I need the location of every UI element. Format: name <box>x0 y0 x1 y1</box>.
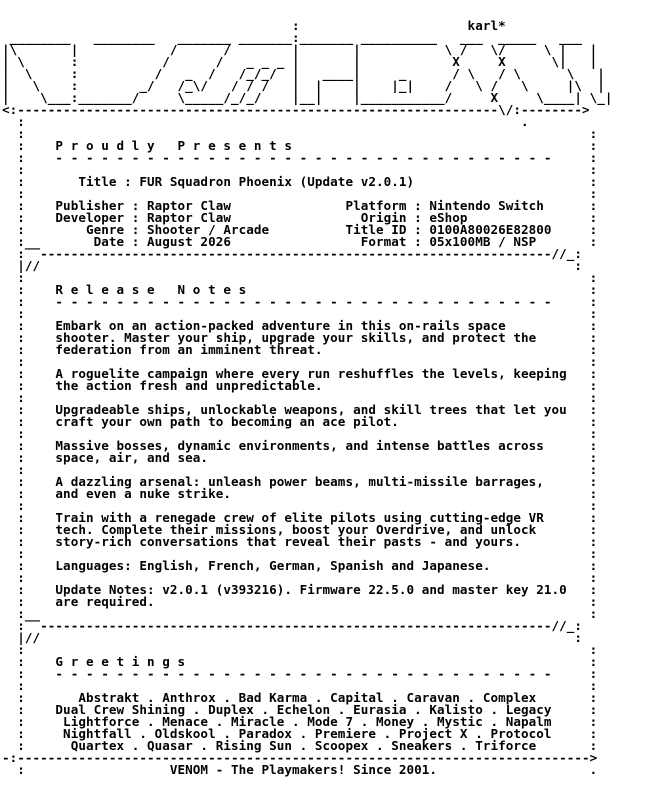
logo-art-row: | \ : _/ /_\/ / / / | | | |_| / \ / \ |\ | <box>2 78 605 93</box>
note-line: : Train with a renegade crew of elite pilots using cutting-edge VR : <box>2 510 598 525</box>
logo-art-row: | \ : / _ / /_/_/ | ____| _ / \ / \ \ | <box>2 66 605 81</box>
note-line: : are required. : <box>2 594 598 609</box>
logo-signature-row: : karl* <box>2 18 506 33</box>
info-row: : Date : August 2026 Format : 05x100MB / NSP : <box>2 234 598 249</box>
note-line: : Update Notes: v2.0.1 (v393216). Firmware 22.5.0 and master key 21.0 : <box>2 582 598 597</box>
frame-blank: : : <box>2 186 598 201</box>
note-line: : space, air, and sea. : <box>2 450 598 465</box>
logo-art-row: ________ ________ _______ _______:_______ __________ ___ _____ ___ <box>2 30 590 45</box>
frame-blank: : : <box>2 498 598 513</box>
section-divider: :‾‾-------------------------------------------------------------------//_: <box>2 246 583 261</box>
note-line: : and even a nuke strike. : <box>2 486 598 501</box>
note-line: : story-rich conversations that reveal their pasts - and yours. : <box>2 534 598 549</box>
note-line: : Upgradeable ships, unlockable weapons, and skill trees that let you : <box>2 402 598 417</box>
note-line: : tech. Complete their missions, boost your Overdrive, and unlock : <box>2 522 598 537</box>
greetings-line: : Lightforce . Menace . Miracle . Mode 7 . Money . Mystic . Napalm : <box>2 714 598 729</box>
note-line: : federation from an imminent threat. : <box>2 342 598 357</box>
title-row: : Title : FUR Squadron Phoenix (Update v2.0.1) : <box>2 174 598 189</box>
frame-blank: : : <box>2 390 598 405</box>
heading-rule: : - - - - - - - - - - - - - - - - - - - - - - - - - - - - - - - - - : <box>2 150 598 165</box>
heading-rule: : - - - - - - - - - - - - - - - - - - - - - - - - - - - - - - - - - : <box>2 294 598 309</box>
note-line: : Massive bosses, dynamic environments, and intense battles across : <box>2 438 598 453</box>
frame-blank: : : <box>2 426 598 441</box>
section-divider: |// : <box>2 630 583 645</box>
frame-blank: : : <box>2 162 598 177</box>
frame-blank: : : <box>2 126 598 141</box>
greetings-line: : Quartex . Quasar . Rising Sun . Scoopex . Sneakers . Triforce : <box>2 738 598 753</box>
greetings-heading: : G r e e t i n g s : <box>2 654 598 669</box>
note-line: : Languages: English, French, German, Spanish and Japanese. : <box>2 558 598 573</box>
section-divider: :‾‾-------------------------------------------------------------------//_: <box>2 618 583 633</box>
logo-art-row: <:---------------------------------------------------------------\/:--------> <box>2 102 590 117</box>
heading-rule: : - - - - - - - - - - - - - - - - - - - - - - - - - - - - - - - - - : <box>2 666 598 681</box>
greetings-line: : Dual Crew Shining . Duplex . Echelon . Eurasia . Kalisto . Legacy : <box>2 702 598 717</box>
frame-blank: : : <box>2 306 598 321</box>
nfo-document <box>2 20 613 776</box>
logo-art-row: |\ | / / | | \ / \/ \ | | <box>2 42 598 57</box>
note-line: : Embark on an action-packed adventure in this on-rails space : <box>2 318 598 333</box>
frame-blank: : : <box>2 570 598 585</box>
frame-blank: : : <box>2 546 598 561</box>
greetings-line: : Abstrakt . Anthrox . Bad Karma . Capital . Caravan . Complex : <box>2 690 598 705</box>
note-line: : A dazzling arsenal: unleash power beams, multi-missile barrages, : <box>2 474 598 489</box>
note-line: : A roguelite campaign where every run reshuffles the levels, keeping : <box>2 366 598 381</box>
frame-blank: : : <box>2 354 598 369</box>
info-row: : Genre : Shooter / Arcade Title ID : 0100A80026E82800 : <box>2 222 598 237</box>
info-row: : Publisher : Raptor Claw Platform : Nintendo Switch : <box>2 198 598 213</box>
logo-art-row: | \___:_______/ \_____/_/_/ |__| |___________/ X \____| \_| <box>2 90 613 105</box>
presents-heading: : P r o u d l y P r e s e n t s : <box>2 138 598 153</box>
note-line: : the action fresh and unpredictable. : <box>2 378 598 393</box>
logo-art-row: : . <box>2 114 590 129</box>
logo-art-row: | \ : / / _ _ _ | | X X \| | <box>2 54 598 69</box>
footer-tagline: : VENOM - The Playmakers! Since 2001. . <box>2 762 598 777</box>
release-heading: : R e l e a s e N o t e s : <box>2 282 598 297</box>
greetings-line: : Nightfall . Oldskool . Paradox . Premiere . Project X . Protocol : <box>2 726 598 741</box>
frame-blank: : : <box>2 270 598 285</box>
frame-blank: : : <box>2 642 598 657</box>
section-divider: |// : <box>2 258 583 273</box>
info-row: : Developer : Raptor Claw Origin : eShop : <box>2 210 598 225</box>
footer-rule: -:---------------------------------------------------------------------------> <box>2 750 598 765</box>
note-line: : craft your own path to becoming an ace pilot. : <box>2 414 598 429</box>
frame-blank: : : <box>2 462 598 477</box>
frame-blank: : : <box>2 678 598 693</box>
frame-blank: : : <box>2 606 598 621</box>
note-line: : shooter. Master your ship, upgrade your skills, and protect the : <box>2 330 598 345</box>
